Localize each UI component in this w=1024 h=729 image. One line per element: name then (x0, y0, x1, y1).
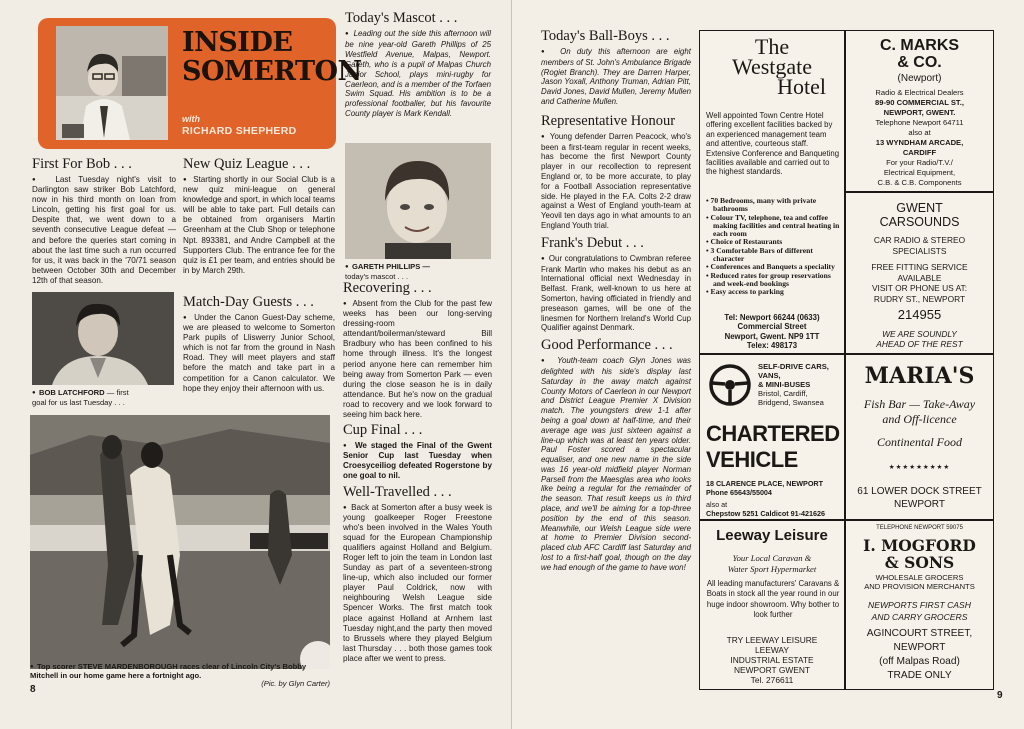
leeway-contact (700, 635, 844, 685)
cmarks-details (846, 88, 993, 188)
westgate-feature-item: • Conferences and Banquets a speciality (706, 262, 835, 272)
inside-somerton-banner (38, 18, 362, 149)
mogford-l3: NEWPORTS FIRST CASH (868, 600, 971, 610)
mogford-l6: NEWPORT (893, 642, 946, 653)
chartered-others: Chepstow 5251 Caldicot 91-421626 (706, 509, 826, 518)
cmarks-l7: CARDIFF (902, 148, 937, 157)
gwent-name-line1: GWENT (896, 201, 943, 215)
cmarks-l3: NEWPORT, GWENT. (883, 108, 956, 117)
mascot-heading: Today's Mascot . . . (345, 10, 458, 26)
westgate-tel: Tel: Newport 66244 (0633) (724, 313, 820, 322)
marias-stars: ★★★★★★★★★ (888, 464, 951, 471)
gwent-l2: SPECIALISTS (892, 245, 947, 256)
marias-l2: and Off-licence (882, 412, 957, 426)
chartered-name1: CHARTERED (706, 421, 840, 446)
banner-with: with (182, 114, 200, 124)
mogford-name2: & SONS (884, 553, 955, 572)
good-performance-body: ● Youth-team coach Glyn Jones was delighted with his side's display last Saturday in the away match against County Motors of Caerleon in our Newport and District League Premier X Division match. The youngsters drew 1-1 after being a goal down at half-time, and their average age was just sixteen against a line-up which was at least ten years older. Paul Foster scored a spectacular equaliser, and one new name in the side was 16 year-old midfield player Norman Parsell from the Maesglas area who looks like being a regular for the remainder of the season. That result keeps us in third place, and we'll be aiming for a top-three position by the end of this season. Meanwhile, our Welsh League side were at home to Premier Division second-placed club AFC Cardiff last Saturday and lost to a first-half goal, though on the day we had enough of the game to have won! (541, 356, 691, 573)
author-photo (56, 26, 168, 140)
match-photo-image (30, 415, 330, 669)
matchday-body: ● Under the Canon Guest-Day scheme, we are pleased to welcome to Somerton Park pupils of Lliswerry Junior School, which is not far from the ground in Nash Road. They will meet players and staff before the match and take part in a competition for a Canon calculator. We hope they enjoy their afternoon with us. (183, 313, 335, 394)
match-caption-text: ● Top scorer STEVE MARDENBOROUGH races clear of Lincoln City's Bobby Mitchell in our home game here a fortnight ago. (30, 663, 330, 680)
westgate-logo (700, 34, 844, 99)
marias-name: MARIA'S (864, 363, 975, 389)
gwent-l7: WE ARE SOUNDLY (882, 329, 957, 339)
gwent-name (846, 201, 993, 229)
cmarks-name-line2: & CO. (897, 54, 942, 71)
mascot-caption-line1: ● GARETH PHILLIPS — (345, 262, 491, 272)
mogford-l5: AGINCOURT STREET, (866, 628, 973, 639)
cmarks-l10: C.B. & C.B. Components (877, 178, 962, 187)
chartered-services1: SELF-DRIVE CARS, (758, 362, 829, 371)
franks-debut-heading: Frank's Debut . . . (541, 234, 644, 251)
right-page (512, 0, 1024, 729)
westgate-feature-item: • Colour TV, telephone, tea and coffee making facilities and central heating in each room (706, 212, 840, 239)
westgate-feature-item: • Easy access to parking (706, 287, 784, 297)
marias-tagline (846, 397, 993, 450)
ball-boys-heading: Today's Ball-Boys . . . (541, 28, 670, 44)
rep-honour-heading: Representative Honour (541, 112, 676, 129)
cmarks-l1: Radio & Electrical Dealers (875, 88, 964, 97)
chartered-addr1: 18 CLARENCE PLACE, NEWPORT (706, 479, 824, 488)
westgate-name-line1: The (754, 34, 790, 59)
westgate-feature-item: • 70 Bedrooms, many with private bathrooms (706, 196, 817, 214)
latchford-caption-rest1: — first (106, 388, 129, 397)
chartered-name (706, 421, 842, 473)
westgate-feature-item: • Reduced rates for group reservations and week-end bookings (706, 270, 831, 288)
mascot-body: ● Leading out the side this afternoon will be nine year-old Gareth Phillips of 25 Westfield Avenue, Malpas, Newport. Gareth, who is a pupil of Malpas Church Junior School, plays mini-rugby for Caerleon, and is a member of the Torfaen Swim Squad. His ambition is to be a professional footballer, but his favourite County player is Mark Kendall. (345, 29, 491, 119)
gwent-slogan (846, 329, 993, 349)
gwent-phone: 214955 (897, 307, 942, 322)
mascot-photo-image (345, 143, 491, 259)
mogford-l1: WHOLESALE GROCERS (875, 573, 964, 582)
mogford-l7: (off Malpas Road) (879, 656, 960, 667)
recovering-heading: Recovering . . . (343, 280, 432, 296)
latchford-caption (32, 388, 178, 407)
mascot-caption-line2: today's mascot . . . (345, 272, 409, 281)
chartered-locs2: Bridgend, Swansea (758, 398, 824, 408)
gwent-details (846, 235, 993, 305)
match-photo-caption (30, 663, 330, 689)
chartered-services (758, 363, 844, 408)
chartered-locs1: Bristol, Cardiff, (758, 389, 808, 399)
westgate-telex: Telex: 498173 (746, 341, 798, 351)
cmarks-l4: Telephone Newport 64711 (875, 118, 964, 127)
mogford-address (846, 627, 993, 683)
leeway-name: Leeway Leisure (716, 527, 828, 544)
first-for-bob-article (32, 154, 176, 286)
chartered-phone: Phone 65643/55004 (706, 488, 772, 497)
leeway-l7: NEWPORT GWENT (734, 665, 810, 675)
westgate-name-line2: Westgate (731, 54, 813, 79)
cup-final-heading: Cup Final . . . (343, 422, 423, 439)
marias-l3: Continental Food (877, 435, 962, 449)
recovering-body: ● Absent from the Club for the past few weeks has been our long-serving dressing-room attendant/boilerman/steward Bill Bradbury who has been confined to his home through illness. It's the longest period anyone here can remember him being away from Somerton Park — even during the close season he is in daily attendance. But he's now on the gradual road to recovery and we look forward to seeing him back here. (343, 299, 492, 420)
gwent-name-line2: CARSOUNDS (879, 215, 960, 229)
cmarks-name (846, 37, 993, 71)
mascot-photo (345, 143, 491, 259)
chartered-also: also at (706, 500, 728, 509)
gwent-carsounds-ad (845, 192, 994, 354)
match-photo (30, 415, 330, 669)
chartered-vehicle-ad (699, 354, 845, 520)
page-number-left: 8 (30, 684, 36, 695)
leeway-l3: All leading manufacturers' Caravans & Boats in stock all the year round in our huge indoor showroom. Why bother to look further (706, 579, 840, 620)
marias-l1: Fish Bar — Take-Away (863, 397, 976, 411)
cmarks-l8: For your Radio/T.V./ (886, 158, 953, 167)
cup-final-body: ● We staged the Final of the Gwent Senior Cup last Tuesday when Croesyceiliog defeated Rogerstone by one goal to nil. (343, 441, 492, 481)
mogford-cash (846, 599, 993, 623)
cmarks-l9: Electrical Equipment, (883, 168, 956, 177)
leeway-l8: Tel. 276611 (750, 675, 794, 685)
chartered-services2: VANS, (758, 370, 781, 380)
leeway-l6: INDUSTRIAL ESTATE (730, 655, 814, 665)
cmarks-name-line3: (Newport) (897, 73, 942, 84)
mogford-name (846, 537, 993, 571)
right-editorial-column (541, 26, 691, 573)
leeway-l2: Water Sport Hypermarket (727, 564, 817, 574)
latchford-photo (32, 292, 174, 385)
chartered-services3: & MINI-BUSES (758, 379, 811, 389)
cmarks-l6: 13 WYNDHAM ARCADE, (875, 138, 964, 147)
westgate-feature-item: • Choice of Restaurants (706, 237, 783, 247)
mogford-l4: AND CARRY GROCERS (871, 612, 968, 622)
chartered-name2: VEHICLE (706, 447, 798, 472)
leeway-l1: Your Local Caravan & (732, 553, 812, 563)
leeway-l5: LEEWAY (755, 645, 789, 655)
mogford-l2: AND PROVISION MERCHANTS (864, 582, 975, 591)
good-performance-heading: Good Performance . . . (541, 337, 673, 354)
mogford-ad (845, 520, 994, 690)
marias-l5: NEWPORT (894, 499, 945, 510)
latchford-caption-rest2: goal for us last Tuesday . . . (32, 398, 125, 407)
westgate-features-list (706, 197, 840, 297)
mogford-l8: TRADE ONLY (887, 670, 952, 681)
westgate-addr2: Newport, Gwent. NP9 1TT (724, 331, 820, 341)
new-quiz-heading: New Quiz League . . . (183, 156, 311, 172)
leeway-l4: TRY LEEWAY LEISURE (726, 635, 818, 645)
well-travelled-heading: Well-Travelled . . . (343, 483, 452, 500)
gwent-l4: AVAILABLE (897, 272, 942, 283)
westgate-intro: Well appointed Town Centre Hotel offering excellent facilities backed by an experienced management team and attentive, courteous staff. Extensive Conference and Banqueting facilities available and carried out to the highest standards. (706, 111, 840, 177)
gwent-l8: AHEAD OF THE REST (876, 339, 963, 349)
first-for-bob-heading: First For Bob . . . (32, 156, 132, 172)
leeway-leisure-ad (699, 520, 845, 690)
rep-honour-body: ● Young defender Darren Peacock, who's been a first-team regular in recent weeks, has become the first Newport County player in our recollection to represent England or, to be more accurate, to play for a Football Association representative side. He played in the F.A. Colts 2-2 draw against a West of England youth-team at Yeovil ten days ago in what amounts to an England Youth trial. (541, 132, 691, 231)
cmarks-ad (845, 30, 994, 192)
page-number-right: 9 (997, 690, 1003, 701)
leeway-tagline (700, 553, 844, 575)
well-travelled-body: ● Back at Somerton after a busy week is young goalkeeper Roger Freestone who's been involved in the Wales Youth squad for the European Championship qualifiers against Holland and Belgium. Roger left to join the team in London last Sunday as part of a seventeen-strong line-up, which also included our former player Paul Coldrick, now with neighbouring Welsh League side Spencer Works. The first match took place against Holland at Arnhem last Tuesday night,and the party then moved to Brussels where they played Belgium last Thursday . . . both those games took place after we went to press. (343, 503, 492, 665)
franks-debut-body: ● Our congratulations to Cwmbran referee Frank Martin who makes his debut as an International official next Wednesday in Belfast. Frank, well-known to us here at Somerton, having officiated in friendly and preseason games, will be one of the linesmen for Northern Ireland's World Cup Qualifier against Denmark. (541, 254, 691, 333)
steering-wheel-icon (708, 363, 752, 407)
marias-l4: 61 LOWER DOCK STREET (857, 486, 982, 497)
westgate-name-line3: Hotel (777, 74, 826, 99)
cmarks-name-line1: C. MARKS (879, 37, 960, 54)
gwent-l1: CAR RADIO & STEREO (873, 235, 966, 245)
marias-address (846, 485, 993, 511)
new-quiz-article (183, 154, 335, 276)
cmarks-l2: 89-90 COMMERCIAL ST., (875, 98, 964, 107)
matchday-heading: Match-Day Guests . . . (183, 294, 314, 310)
chartered-contact (706, 479, 842, 518)
westgate-hotel-ad (699, 30, 845, 354)
new-quiz-body: ● Starting shortly in our Social Club is a new quiz mini-league on general knowledge and sport, in which local teams will be able to take part. Full details can be obtained from organisers Martin Greenham at the Club Shop or telephone Npt. 893381, and Andre Campbell at the Supporters Club. The entrance fee for the quiz is £1 per team, and entries should be in by March 29th. (183, 175, 335, 276)
westgate-feature-item: • 3 Comfortable Bars of different character (706, 245, 813, 264)
cmarks-l5: also at (908, 128, 931, 137)
banner-title: INSIDE SOMERTON (182, 27, 362, 87)
match-caption-credit: (Pic. by Glyn Carter) (261, 679, 330, 689)
first-for-bob-body: ● Last Tuesday night's visit to Darlington saw striker Bob Latchford, now in his third month on loan from Lincoln, getting his first goal for us. Despite that, we went down to a seventh consecutive League defeat — and before the queries start coming in about the last time such a run occurred for us, it was back in the '70/71 season between October 30th and December 12th of that season. (32, 175, 176, 286)
mogford-tel: TELEPHONE NEWPORT 59075 (876, 525, 963, 531)
westgate-addr1: Commercial Street (737, 322, 807, 332)
latchford-photo-image (32, 292, 174, 385)
banner-author: RICHARD SHEPHERD (182, 125, 297, 137)
westgate-contact (700, 313, 844, 351)
marias-ad (845, 354, 994, 520)
ball-boys-body: ● On duty this afternoon are eight members of St. John's Ambulance Brigade (Rogiet Branch). They are Darren Harper, Jason Yoxall, Anthony Truman, Adrian Pitt, David Jones, David Mullen, Jeremy Mullen and Catherine Mullen. (541, 47, 691, 107)
gwent-l5: VISIT OR PHONE US AT: (871, 283, 968, 294)
latchford-caption-name: ● BOB LATCHFORD (32, 388, 105, 397)
mogford-trade (846, 573, 993, 591)
mascot-article (345, 8, 491, 119)
author-photo-image (56, 26, 168, 140)
gwent-l3: FREE FITTING SERVICE (871, 262, 968, 273)
mogford-name1: I. MOGFORD (863, 536, 976, 555)
matchday-article (183, 292, 335, 394)
gwent-l6: RUDRY ST., NEWPORT (873, 293, 966, 304)
right-column-articles (343, 278, 492, 664)
